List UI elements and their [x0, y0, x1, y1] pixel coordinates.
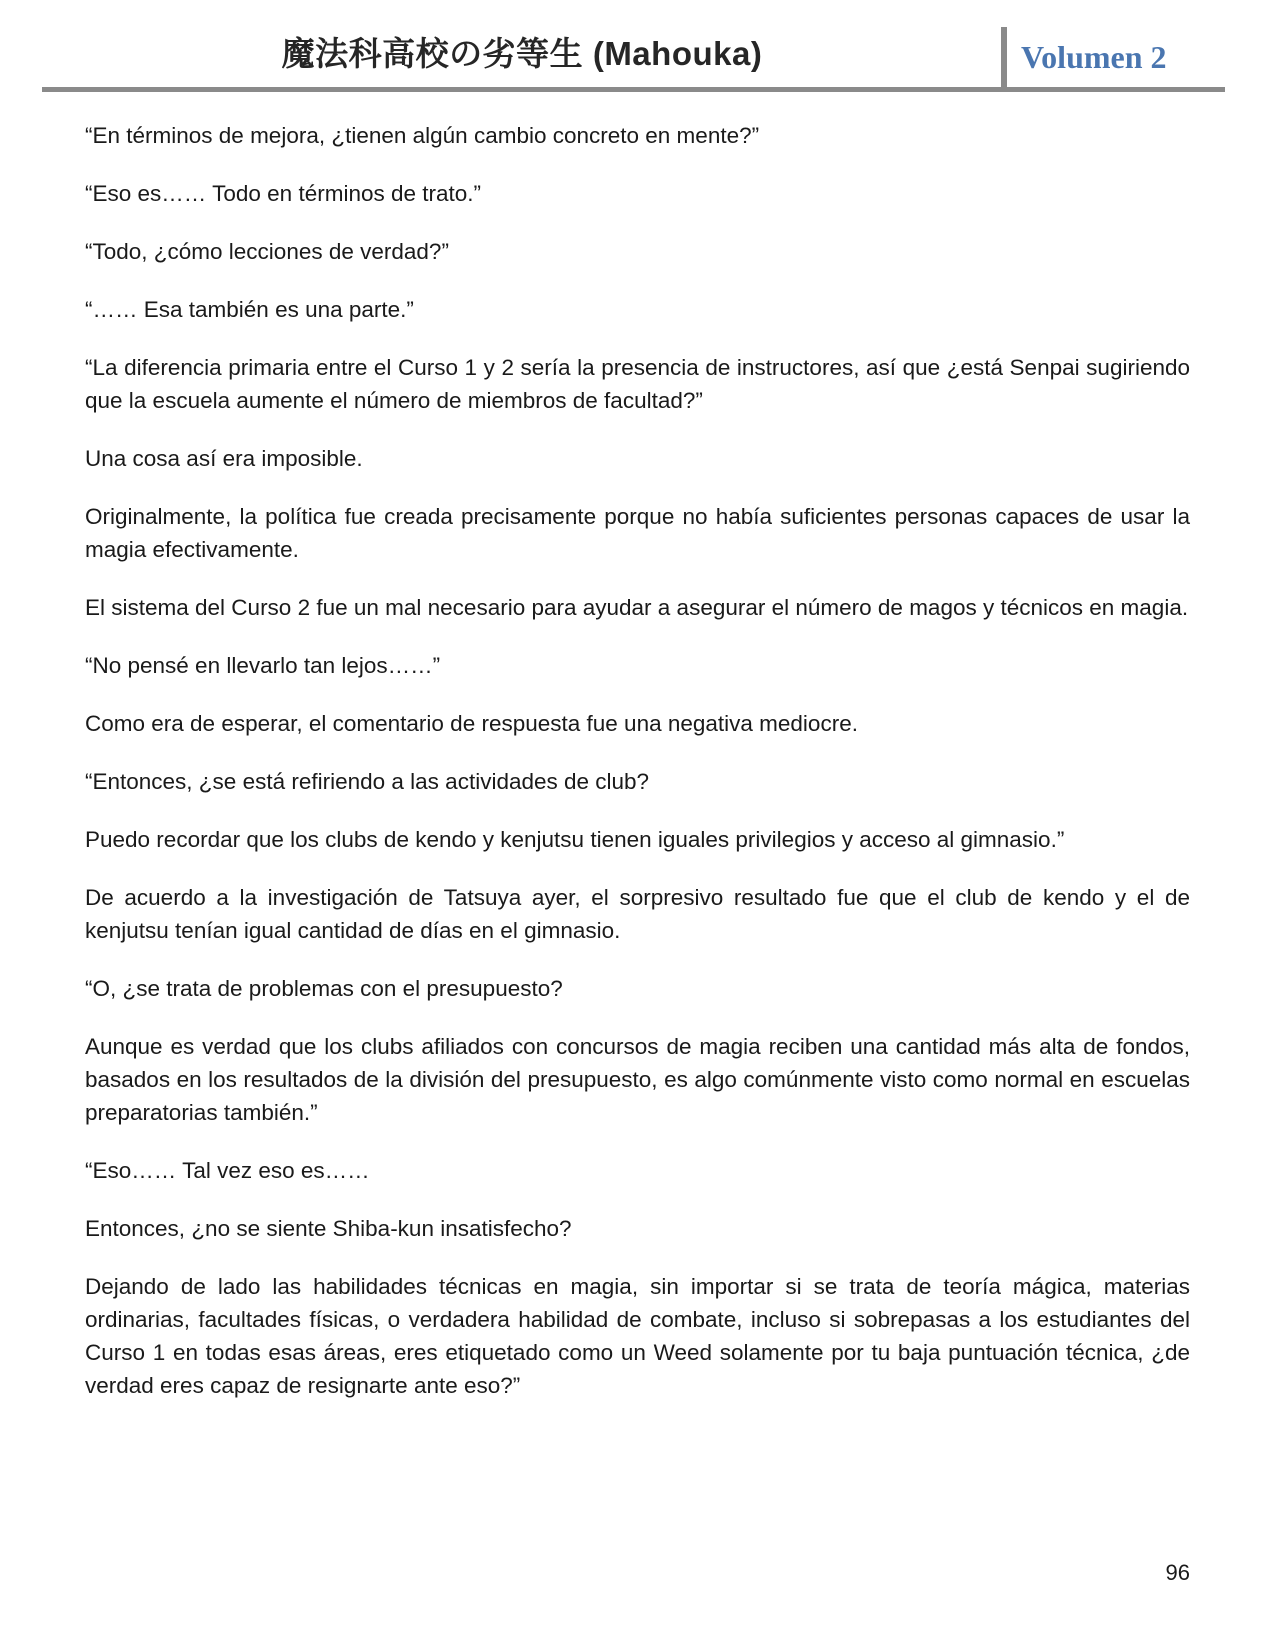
paragraph: “O, ¿se trata de problemas con el presupuesto?: [85, 976, 563, 1001]
paragraph: Entonces, ¿no se siente Shiba-kun insatisfecho?: [85, 1216, 572, 1241]
paragraph: “En términos de mejora, ¿tienen algún cambio concreto en mente?”: [85, 123, 760, 148]
paragraph: “Eso…… Tal vez eso es……: [85, 1158, 370, 1183]
paragraph: Dejando de lado las habilidades técnicas en magia, sin importar si se trata de teoría mágica, materias ordinarias, facultades físicas, o verdadera habilidad de combate, incluso si sobrepasas a los estudiantes del Curso 1 en todas esas áreas, eres etiquetado como un Weed solamente por tu baja puntuación técnica, ¿de verdad eres capaz de resignarte ante eso?”: [85, 1274, 1190, 1398]
paragraph: Originalmente, la política fue creada precisamente porque no había suficientes personas capaces de usar la magia efectivamente.: [85, 504, 1190, 562]
paragraph: “Eso es…… Todo en términos de trato.”: [85, 181, 482, 206]
page-body: [85, 119, 1190, 1427]
paragraph: Puedo recordar que los clubs de kendo y kenjutsu tienen iguales privilegios y acceso al gimnasio.”: [85, 827, 1065, 852]
page-footer: [85, 1560, 1190, 1586]
paragraph: “Todo, ¿cómo lecciones de verdad?”: [85, 239, 449, 264]
paragraph: Como era de esperar, el comentario de respuesta fue una negativa mediocre.: [85, 711, 858, 736]
page-number: 96: [1165, 1560, 1190, 1585]
paragraph: De acuerdo a la investigación de Tatsuya ayer, el sorpresivo resultado fue que el club de kendo y el de kenjutsu tenían igual cantidad de días en el gimnasio.: [85, 885, 1190, 943]
paragraph: “…… Esa también es una parte.”: [85, 297, 414, 322]
paragraph: “No pensé en llevarlo tan lejos……”: [85, 653, 441, 678]
paragraph: Aunque es verdad que los clubs afiliados con concursos de magia reciben una cantidad más alta de fondos, basados en los resultados de la división del presupuesto, es algo comúnmente visto como normal en escuelas preparatorias también.”: [85, 1034, 1190, 1125]
header-rule: [42, 87, 1225, 92]
paragraph: Una cosa así era imposible.: [85, 446, 363, 471]
volume-label: Volumen 2: [1021, 38, 1167, 75]
paragraph: “La diferencia primaria entre el Curso 1 y 2 sería la presencia de instructores, así que ¿está Senpai sugiriendo que la escuela aumente el número de miembros de facultad?”: [85, 355, 1190, 413]
paragraph: El sistema del Curso 2 fue un mal necesario para ayudar a asegurar el número de magos y técnicos en magia.: [85, 595, 1189, 620]
volume-label-block: [1001, 27, 1167, 87]
document-title: 魔法科高校の劣等生 (Mahouka): [281, 35, 763, 72]
paragraph: “Entonces, ¿se está refiriendo a las actividades de club?: [85, 769, 650, 794]
